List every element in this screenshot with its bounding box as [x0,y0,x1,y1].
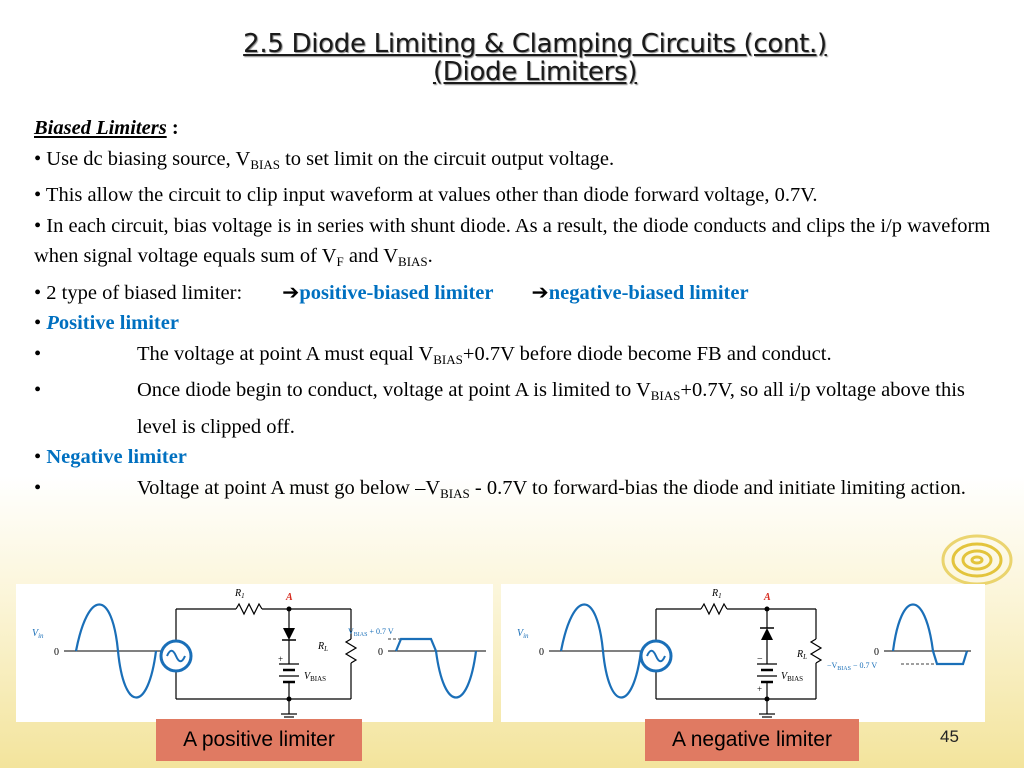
positive-limiter-heading: • Positive limiter [34,312,179,334]
neg-level-label: $-V_{BIAS} - 0.7$ V [827,661,878,672]
diode-icon [283,628,295,640]
plus-label: + [757,684,763,694]
plus-label: + [278,654,284,664]
bullet-dc-bias: • Use dc biasing source, $V_{BIAS}$ to set limit on the circuit output voltage. [34,147,615,172]
node-a-label: A [764,592,771,603]
zero-label: 0 [54,647,59,658]
output-clipped-wave [396,639,476,698]
rl-label: $R_L$ [797,649,808,661]
vbias-label: $V_{BIAS}$ [304,671,327,683]
bullet-series-bias: • In each circuit, bias voltage is in series with shunt diode. As a result, the diode conducts and clips the i/p waveform when signal voltage equals sum of $V_F$ and $V_{BIAS}$. [34,214,991,269]
caption-positive-limiter: A positive limiter [156,719,362,761]
caption-negative-limiter: A negative limiter [645,719,859,761]
zero-label: 0 [874,647,879,658]
negative-limiter-heading: • Negative limiter [34,446,187,468]
vbias-label: $V_{BIAS}$ [781,671,804,683]
figure-negative-limiter [501,584,985,722]
title-line-2: (Diode Limiters) [432,57,638,87]
slide-title [150,30,920,86]
arrow-icon: ➔ [282,281,300,304]
diode-icon [761,628,773,640]
vin-label: $V_{in}$ [517,628,529,640]
slide-body [34,113,999,509]
figure-positive-limiter [16,584,493,722]
minus-label: − [757,654,763,665]
page-number: 45 [940,727,959,746]
pos-level-label: $V_{BIAS} + 0.7$ V [348,627,394,638]
rl-label: $R_L$ [318,641,329,653]
arrow-icon: ➔ [531,281,549,304]
positive-point-1: • The voltage at point A must equal $V_{BIAS}+0.7V$ before diode become FB and conduct. [34,342,832,367]
zero-label: 0 [539,647,544,658]
node-a-label: A [286,592,293,603]
section-heading: Biased Limiters : [34,117,179,139]
bullet-limiter-types: • 2 type of biased limiter: ➔positive-biased limiter ➔negative-biased limiter [34,281,749,304]
title-line-1: 2.5 Diode Limiting & Clamping Circuits (cont.) [243,29,827,59]
r1-label: $R_1$ [235,588,245,600]
swirl-decoration-icon [935,530,1015,590]
positive-point-2: • Once diode begin to conduct, voltage at point A is limited to $V_{BIAS}+0.7V$, so all i/p voltage above this level is clipped off. [34,379,965,438]
bullet-clip-input: • This allow the circuit to clip input waveform at values other than diode forward voltage, 0.7V. [34,184,818,206]
negative-point-1: • Voltage at point A must go below $-V_{BIAS} - 0.7V$ to forward-bias the diode and initiate limiting action. [34,476,966,501]
zero-label: 0 [378,647,383,658]
vin-label: $V_{in}$ [32,628,44,640]
r1-label: $R_1$ [712,588,722,600]
output-clipped-wave [893,605,967,665]
